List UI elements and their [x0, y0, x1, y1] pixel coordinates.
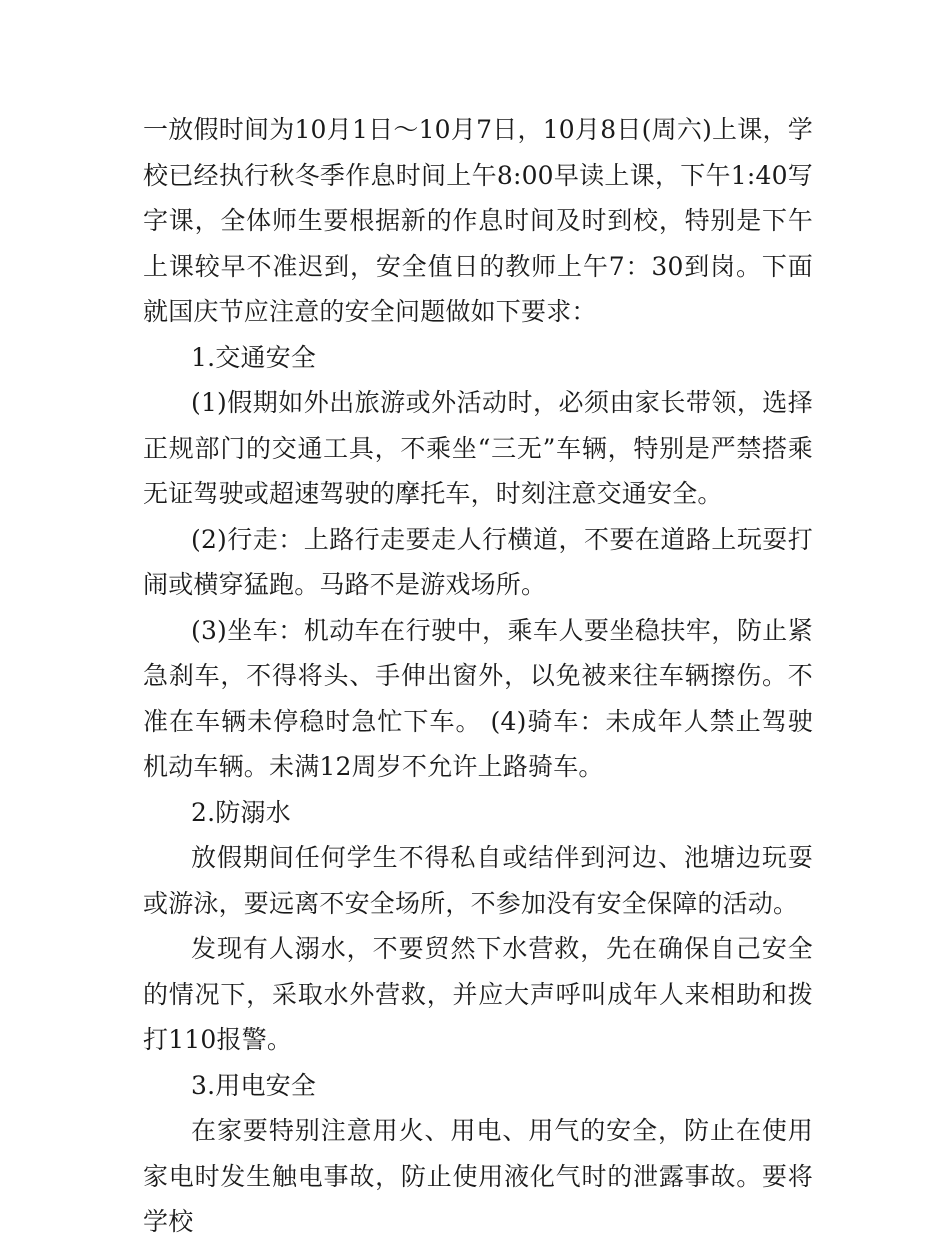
document-body: [143, 107, 813, 1245]
section-heading-drowning: 2.防溺水: [191, 797, 291, 827]
paragraph-riding: (3)坐车：机动车在行驶中，乘车人要坐稳扶牢，防止紧急刹车，不得将头、手伸出窗外，以免被来往车辆擦伤。不准在车辆未停稳时急忙下车。 (4)骑车：未成年人禁止驾驶机动车辆。未满12周岁不允许上路骑车。: [143, 615, 813, 781]
section-heading-traffic-safety: 1.交通安全: [191, 342, 317, 372]
intro-paragraph: 一放假时间为10月1日～10月7日，10月8日(周六)上课，学校已经执行秋冬季作息时间上午8:00早读上课，下午1:40写字课，全体师生要根据新的作息时间及时到校，特别是下午上课较早不准迟到，安全值日的教师上午7：30到岗。下面就国庆节应注意的安全问题做如下要求：: [143, 115, 813, 326]
section-heading-electricity: 3.用电安全: [191, 1070, 317, 1100]
paragraph-walking: (2)行走：上路行走要走人行横道，不要在道路上玩耍打闹或横穿猛跑。马路不是游戏场所。: [143, 524, 813, 599]
paragraph-drowning-rules: 放假期间任何学生不得私自或结伴到河边、池塘边玩耍或游泳，要远离不安全场所，不参加没有安全保障的活动。: [143, 843, 813, 918]
paragraph-drowning-rescue: 发现有人溺水，不要贸然下水营救，先在确保自己安全的情况下，采取水外营救，并应大声呼叫成年人来相助和拨打110报警。: [143, 934, 813, 1054]
paragraph-travel: (1)假期如外出旅游或外活动时，必须由家长带领，选择正规部门的交通工具，不乘坐“三无”车辆，特别是严禁搭乘无证驾驶或超速驾驶的摩托车，时刻注意交通安全。: [143, 388, 813, 508]
paragraph-electricity: 在家要特别注意用火、用电、用气的安全，防止在使用家电时发生触电事故，防止使用液化气时的泄露事故。要将学校: [143, 1116, 813, 1236]
